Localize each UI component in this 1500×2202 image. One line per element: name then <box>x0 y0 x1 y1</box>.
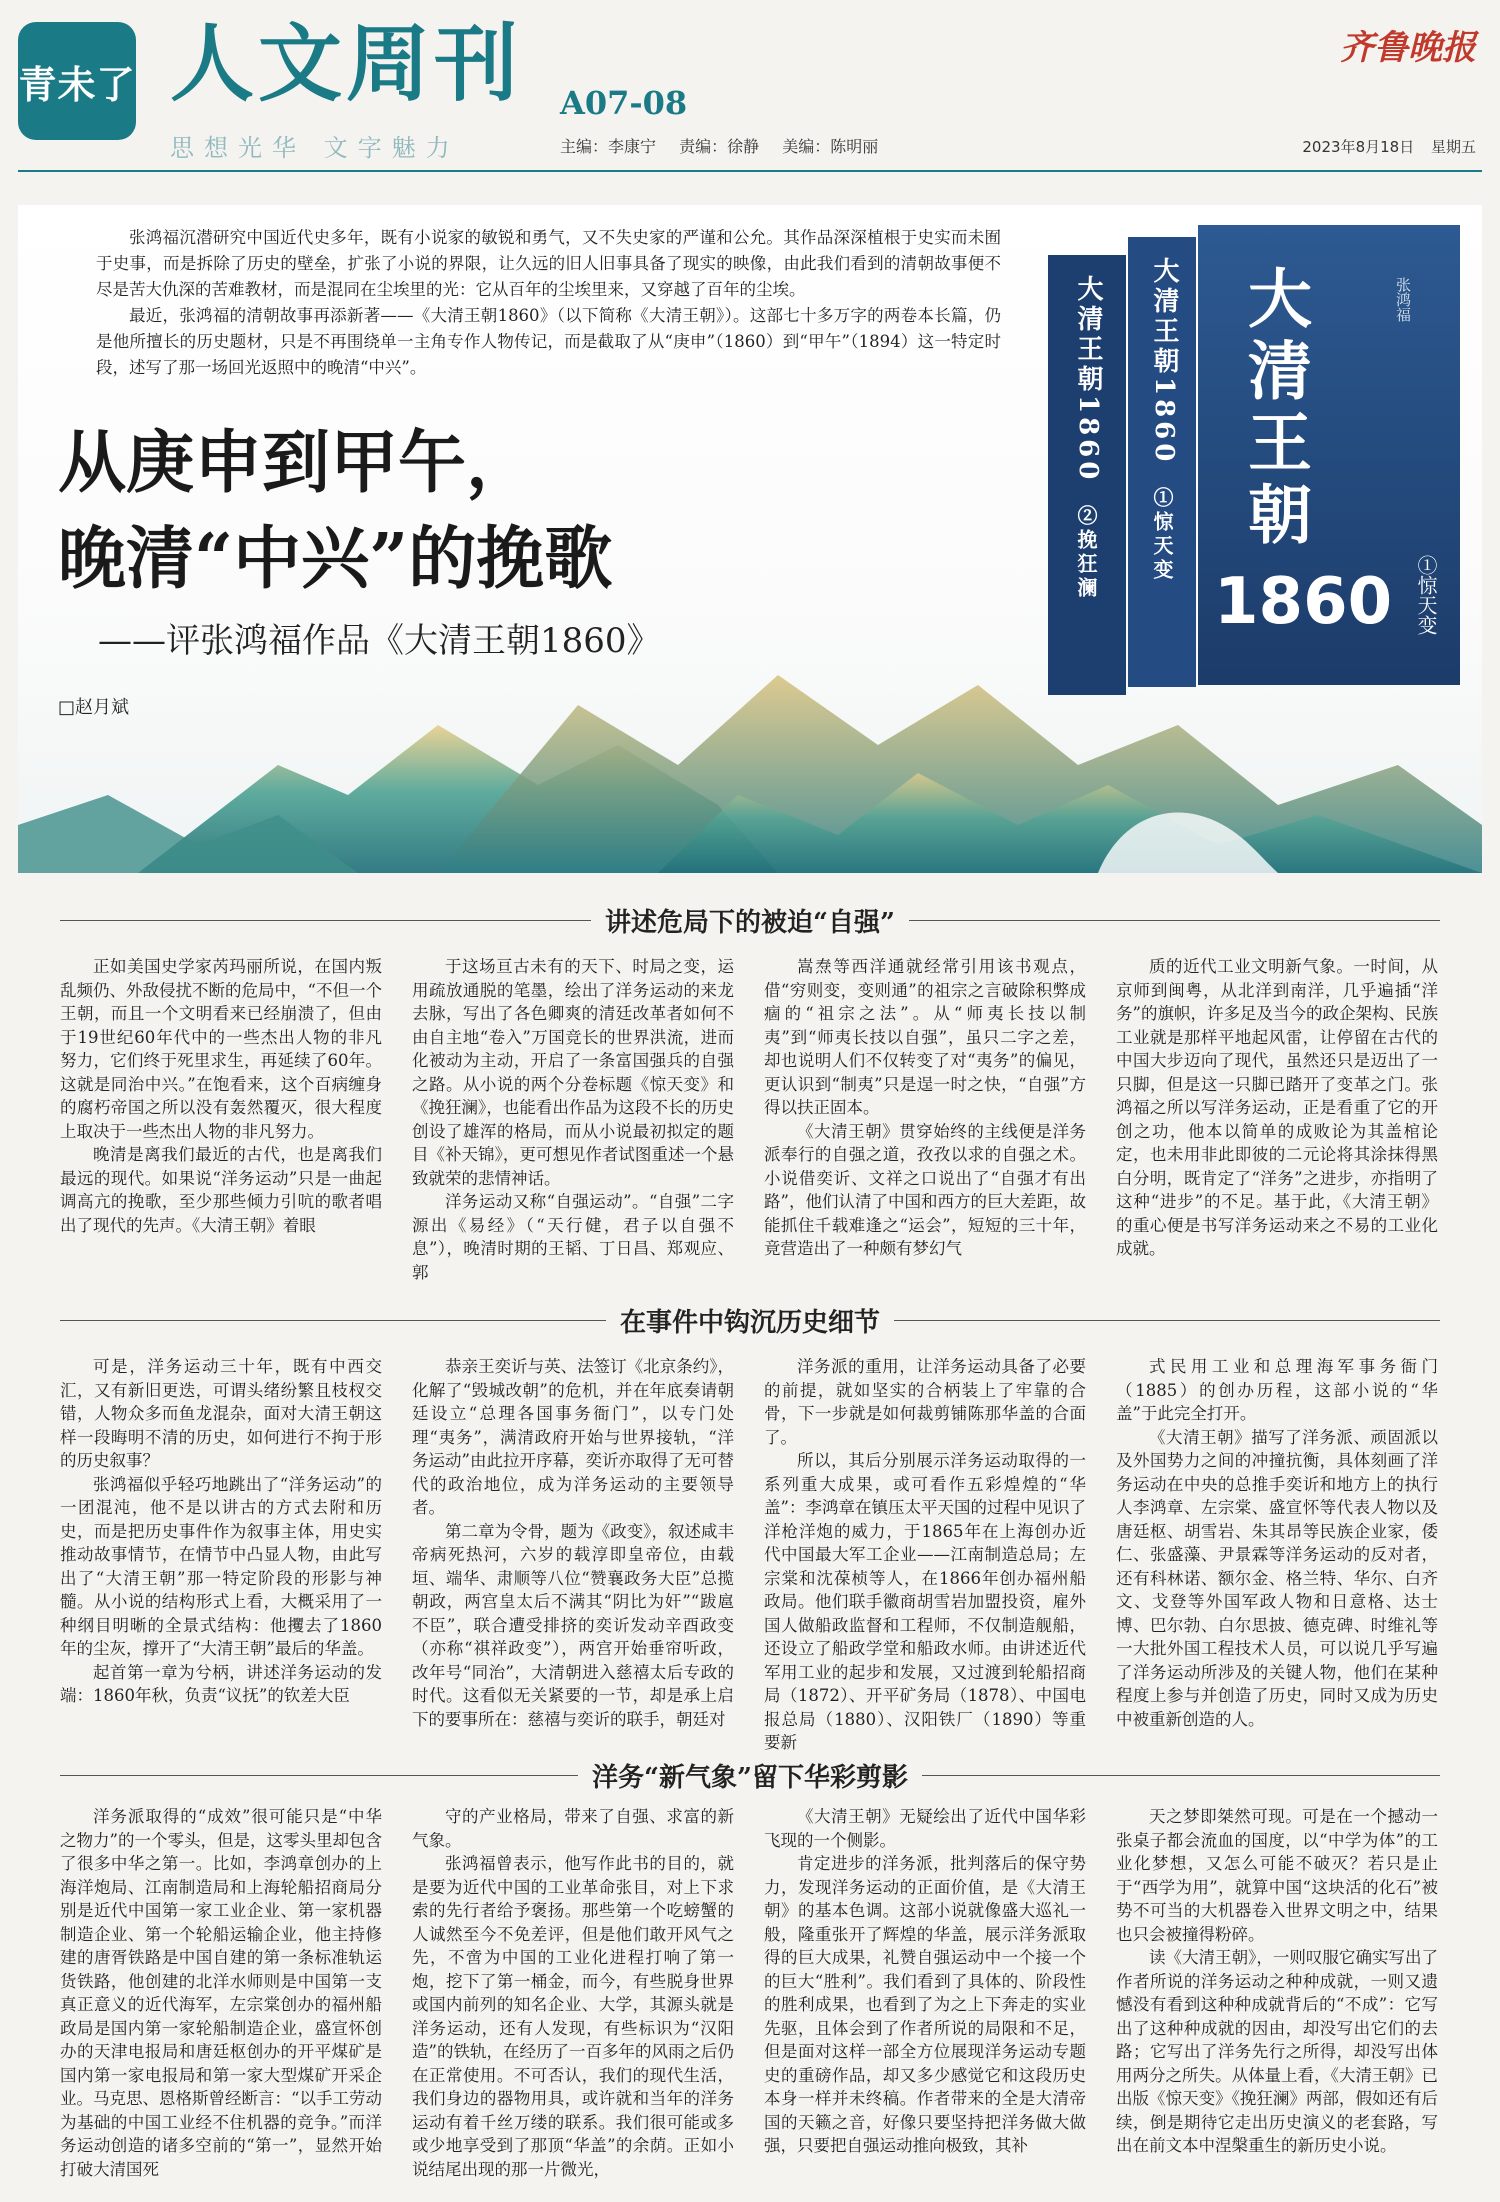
issue-weekday: 星期五 <box>1430 138 1476 156</box>
section-heading-text: 讲述危局下的被迫“自强” <box>605 907 895 938</box>
paragraph: 恭亲王奕䜣与英、法签订《北京条约》，化解了“毁城改朝”的危机，并在年底奏请朝廷设立“总理各国事务衙门”，以专门处理“夷务”，满清政府开始与世界接轨，“洋务运动”由此拉开序幕，奕䜣亦取得了无可替代的政治地位，成为洋务运动的主要领导者。 <box>412 1357 734 1517</box>
header-divider <box>18 170 1482 172</box>
editor-credits <box>560 134 896 157</box>
heading-rule <box>922 1775 1440 1776</box>
book-spine-vol1 <box>1128 237 1196 687</box>
intro-paragraph: 张鸿福沉潜研究中国近代史多年，既有小说家的敏锐和勇气，又不失史家的严谨和公允。其作品深深植根于史实而未囿于史事，而是拆除了历史的壁垒，扩张了小说的界限，让久远的旧人旧事具备了现实的映像，由此我们看到的清朝故事便不尽是苦大仇深的苦难教材，而是混同在尘埃里的光：它从百年的尘埃里来，又穿越了百年的尘埃。 <box>96 228 1001 299</box>
paragraph: 起首第一章为兮柄，讲述洋务运动的发端：1860年秋，负责“议抚”的钦差大臣 <box>60 1662 382 1705</box>
paragraph: 张鸿福曾表示，他写作此书的目的，就是要为近代中国的工业革命张目，对上下求索的先行者给予褒扬。那些第一个吃螃蟹的人诚然至今不免差评，但是他们敢开风气之先，不啻为中国的工业化进程打响了第一炮，挖下了第一桶金，而今，有些脱身世界或国内前列的知名企业、大学，其源头就是洋务运动，还有人发现，有些标识为“汉阳造”的铁轨，在经历了一百多年的风雨之后仍在正常使用。不可否认，我们的现代生活，我们身边的器物用具，或许就和当年的洋务运动有着千丝万缕的联系。我们很可能或多或少地享受到了那顶“华盖”的余荫。正如小说结尾出现的那一片微光， <box>412 1854 734 2179</box>
paragraph: 洋务派的重用，让洋务运动具备了必要的前提，就如坚实的合柄装上了牢靠的合骨，下一步就是如何裁剪铺陈那华盖的合面了。 <box>764 1357 1086 1447</box>
text-column <box>764 955 1086 1284</box>
book-front-cover <box>1198 225 1460 685</box>
text-column <box>412 1355 734 1755</box>
paragraph: 质的近代工业文明新气象。一时间，从京师到闽粤，从北洋到南洋，几乎遍插“洋务”的旗帜，许多足及当今的政企架构、民族工业就是那样平地起风雷，让停留在古代的中国大步迈向了现代，虽然还只是迈出了一只脚，但是这一只脚已踏开了变革之门。张鸿福之所以写洋务运动，正是看重了它的开创之功，他本以简单的成败论为其盖棺论定，也未用非此即彼的二元论将其涂抹得黑白分明，既肯定了“洋务”之进步，亦指明了这种“进步”的不足。基于此，《大清王朝》的重心便是书写洋务运动来之不易的工业化成就。 <box>1116 957 1438 1258</box>
text-column <box>60 1805 382 2181</box>
section-body <box>60 955 1440 1284</box>
section-heading-text: 洋务“新气象”留下华彩剪影 <box>592 1762 908 1793</box>
paragraph: 天之梦即桀然可现。可是在一个撼动一张桌子都会流血的国度，以“中学为体”的工业化梦想，又怎么可能不破灭？若只是止于“西学为用”，就算中国“这块活的化石”被势不可当的大机器卷入世界文明之中，结果也只会被撞得粉碎。 <box>1116 1807 1438 1944</box>
paragraph: 张鸿福似乎轻巧地跳出了“洋务运动”的一团混沌，他不是以讲古的方式去附和历史，而是把历史事件作为叙事主体，用史实推动故事情节，在情节中凸显人物，由此写出了“大清王朝”那一特定阶段的形影与神髓。从小说的结构形式上看，大概采用了一种纲目明晰的全景式结构：他攫去了1860年的尘灰，撑开了“大清王朝”最后的华盖。 <box>60 1474 382 1658</box>
hero-panel <box>18 205 1482 873</box>
issue-date: 2023年8月18日 <box>1302 138 1415 156</box>
book-author: 张鸿福 <box>1394 277 1412 322</box>
text-column <box>1116 1805 1438 2181</box>
paragraph: 读《大清王朝》，一则叹服它确实写出了作者所说的洋务运动之种种成就，一则又遗憾没有看到这种种成就背后的“不成”：它写出了这种种成就的因由，却没写出它们的去路；它写出了洋务先行之所得，却没写出体用两分之所失。从体量上看，《大清王朝》已出版《惊天变》《挽狂澜》两部，假如还有后续，倒是期待它走出历史演义的老套路，写出在前文本中涅槃重生的新历史小说。 <box>1116 1948 1438 2155</box>
heading-rule <box>909 920 1440 921</box>
heading-rule <box>60 1320 606 1321</box>
paragraph: 《大清王朝》无疑绘出了近代中国华彩飞现的一个侧影。 <box>764 1807 1086 1850</box>
headline-line-2: 晚清“中兴”的挽歌 <box>58 519 613 599</box>
paragraph: 洋务派取得的“成效”很可能只是“中华之物力”的一个零头，但是，这零头里却包含了很多中华之第一。比如，李鸿章创办的上海洋炮局、江南制造局和上海轮船招商局分别是近代中国第一家工业企业、第一家机器制造企业、第一个轮船运输企业，他主持修建的唐胥铁路是中国自建的第一条标准轨运货铁路，他创建的北洋水师则是中国第一支真正意义的近代海军，左宗棠创办的福州船政局是国内第一家轮船制造企业，盛宣怀创办的天津电报局和唐廷枢创办的开平煤矿是国内第一家电报局和第一家大型煤矿开采企业。马克思、恩格斯曾经断言：“以手工劳动为基础的中国工业经不住机器的竞争。”而洋务运动创造的诸多空前的“第一”，显然开始打破大清国死 <box>60 1807 382 2179</box>
section-heading-text: 在事件中钩沉历史细节 <box>620 1307 881 1338</box>
section-heading <box>60 1755 1440 1795</box>
column-logo <box>18 22 136 140</box>
paragraph: 可是，洋务运动三十年，既有中西交汇，又有新旧更迭，可谓头绪纷繁且枝杈交错，人物众多而鱼龙混杂，面对大清王朝这样一段晦明不清的历史，如何进行不拘于形的历史叙事？ <box>60 1357 382 1470</box>
book-title: 大清王朝 <box>1237 265 1312 553</box>
text-column <box>60 1355 382 1755</box>
section-body <box>60 1805 1440 2181</box>
paragraph: 式民用工业和总理海军事务衙门（1885）的创办历程，这部小说的“华盖”于此完全打开。 <box>1116 1357 1438 1423</box>
text-column <box>60 955 382 1284</box>
paragraph: 洋务运动又称“自强运动”。“自强”二字源出《易经》（“天行健，君子以自强不息”），晚清时期的王韬、丁日昌、郑观应、郭 <box>412 1192 734 1282</box>
text-column <box>1116 1355 1438 1755</box>
paragraph: 所以，其后分别展示洋务运动取得的一系列重大成果，或可看作五彩煌煌的“华盖”：李鸿章在镇压太平天国的过程中见识了洋枪洋炮的威力，于1865年在上海创办近代中国最大军工企业——江南制造总局；左宗棠和沈葆桢等人，在1866年创办福州船政局。他们联手徽商胡雪岩加盟投资，雇外国人做船政监督和工程师，不仅制造舰船，还设立了船政学堂和船政水师。由讲述近代军用工业的起步和发展，又过渡到轮船招商局（1872）、开平矿务局（1878）、中国电报总局（1880）、汉阳铁厂（1890）等重要新 <box>764 1451 1086 1752</box>
section-heading <box>60 900 1440 940</box>
paragraph: 嵩焘等西洋通就经常引用该书观点，借“穷则变，变则通”的祖宗之言破除积弊成痼的“祖宗之法”。从“师夷长技以制夷”到“师夷长技以自强”，虽只二字之差，却也说明人们不仅转变了对“夷务”的偏见，更认识到“制夷”只是逞一时之快，“自强”方得以扶正固本。 <box>764 957 1086 1117</box>
book-year: 1860 <box>1214 565 1393 639</box>
section-title: 人文周刊 <box>170 14 523 113</box>
paragraph: 正如美国史学家芮玛丽所说，在国内叛乱频仍、外敌侵扰不断的危局中，“不但一个王朝，而且一个文明看来已经崩溃了，但由于19世纪60年代中的一些杰出人物的非凡努力，它们终于死里求生，再延续了60年。这就是同治中兴。”在饱看来，这个百病缠身的腐朽帝国之所以没有轰然覆灭，很大程度上取决于一些杰出人物的非凡努力。 <box>60 957 382 1141</box>
page-code: A07-08 <box>560 84 688 122</box>
newspaper-brand: 齐鲁晚报 <box>1340 28 1476 68</box>
text-column <box>764 1355 1086 1755</box>
article-author: □赵月斌 <box>58 697 130 718</box>
book-cover-image <box>1048 225 1468 695</box>
intro-paragraph: 最近，张鸿福的清朝故事再添新著——《大清王朝1860》（以下简称《大清王朝》）。这部七十多万字的两卷本长篇，仍是他所擅长的历史题材，只是不再围绕单一主角专作人物传记，而是截取了从“庚申”（1860）到“甲午”（1894）这一特定时段，述写了那一场回光返照中的晚清“中兴”。 <box>96 306 1001 377</box>
art-editor: 美编：陈明丽 <box>782 137 879 156</box>
section-slogan: 思想光华 文字魅力 <box>170 134 460 162</box>
section-body <box>60 1355 1440 1755</box>
text-column <box>412 955 734 1284</box>
heading-rule <box>60 920 591 921</box>
section-heading <box>60 1300 1440 1340</box>
paragraph: 于这场亘古未有的天下、时局之变，运用疏放通脱的笔墨，绘出了洋务运动的来龙去脉，写出了各色卿爽的清廷改革者如何不由自主地“卷入”万国竞长的世界洪流，进而化被动为主动，开启了一条富国强兵的自强之路。从小说的两个分卷标题《惊天变》和《挽狂澜》，也能看出作品为这段不长的历史创设了雄浑的格局，而从小说最初拟定的题目《补天锦》，更可想见作者试图重述一个悬致就荣的悲情神话。 <box>412 957 734 1188</box>
headline-line-1: 从庚申到甲午， <box>58 423 535 503</box>
text-column <box>412 1805 734 2181</box>
article-intro <box>96 225 1001 381</box>
text-column <box>764 1805 1086 2181</box>
heading-rule <box>60 1775 578 1776</box>
duty-editor: 责编：徐静 <box>679 137 760 156</box>
spine-volume: ①惊天变 <box>1150 487 1174 583</box>
book-spine-vol2 <box>1048 255 1126 695</box>
spine-title: 大清王朝1860 <box>1073 275 1103 484</box>
heading-rule <box>894 1320 1440 1321</box>
spine-volume: ②挽狂澜 <box>1074 505 1098 601</box>
paragraph: 第二章为令骨，题为《政变》，叙述咸丰帝病死热河，六岁的载淳即皇帝位，由载垣、端华、肃顺等八位“赞襄政务大臣”总揽朝政，两宫皇太后不满其“阴比为奸”“跋扈不臣”，联合遭受排挤的奕䜣发动辛酉政变（亦称“祺祥政变”），两宫开始垂帘听政，改年号“同治”，大清朝进入慈禧太后专政的时代。这看似无关紧要的一节，却是承上启下的要事所在：慈禧与奕䜣的联手，朝廷对 <box>412 1521 734 1729</box>
text-column <box>1116 955 1438 1284</box>
logo-text: 青未了 <box>18 61 136 107</box>
paragraph: 守的产业格局，带来了自强、求富的新气象。 <box>412 1807 734 1850</box>
chief-editor: 主编：李康宁 <box>560 137 657 156</box>
paragraph: 晚清是离我们最近的古代，也是离我们最远的现代。如果说“洋务运动”只是一曲起调高亢的挽歌，至少那些倾力引吭的歌者唱出了现代的先声。《大清王朝》着眼 <box>60 1145 382 1235</box>
spine-title: 大清王朝1860 <box>1149 257 1179 466</box>
dateline <box>1290 136 1476 157</box>
article-headline <box>58 415 612 607</box>
paragraph: 《大清王朝》描写了洋务派、顽固派以及外国势力之间的冲撞抗衡，具体刻画了洋务运动在中央的总推手奕䜣和地方上的执行人李鸿章、左宗棠、盛宣怀等代表人物以及唐廷枢、胡雪岩、朱其昂等民族企业家，倭仁、张盛藻、尹景霖等洋务运动的反对者，还有科林诺、额尔金、格兰特、华尔、白齐文、戈登等外国军政人物和日意格、达士博、巴尔勃、白尔思披、德克碑、时维礼等一大批外国工程技术人员，可以说几乎写遍了洋务运动所涉及的关键人物，他们在某种程度上参与并创造了历史，同时又成为历史中被重新创造的人。 <box>1116 1427 1438 1729</box>
paragraph: 肯定进步的洋务派，批判落后的保守势力，发现洋务运动的正面价值，是《大清王朝》的基本色调。这部小说就像盛大巡礼一般，隆重张开了辉煌的华盖，展示洋务派取得的巨大成果，礼赞自强运动中一个接一个的巨大“胜利”。我们看到了具体的、阶段性的胜利成果，也看到了为之上下奔走的实业先驱，且体会到了作者所说的局限和不足，但是面对这样一部全方位展现洋务运动专题史的重磅作品，却又多少感觉它和这段历史本身一样并未终稿。作者带来的全是大清帝国的天籁之音，好像只要坚持把洋务做大做强，只要把自强运动推向极致，其补 <box>764 1854 1086 2155</box>
article-deck: ——评张鸿福作品《大清王朝1860》 <box>98 621 661 661</box>
paragraph: 《大清王朝》贯穿始终的主线便是洋务派奉行的自强之道，孜孜以求的自强之术。小说借奕䜣、文祥之口说出了“自强才有出路”，他们认清了中国和西方的巨大差距，故能抓住千载难逢之“运会”，短短的三十年，竟营造出了一种颇有梦幻气 <box>764 1121 1086 1258</box>
book-volume: ①惊天变 <box>1414 555 1438 635</box>
